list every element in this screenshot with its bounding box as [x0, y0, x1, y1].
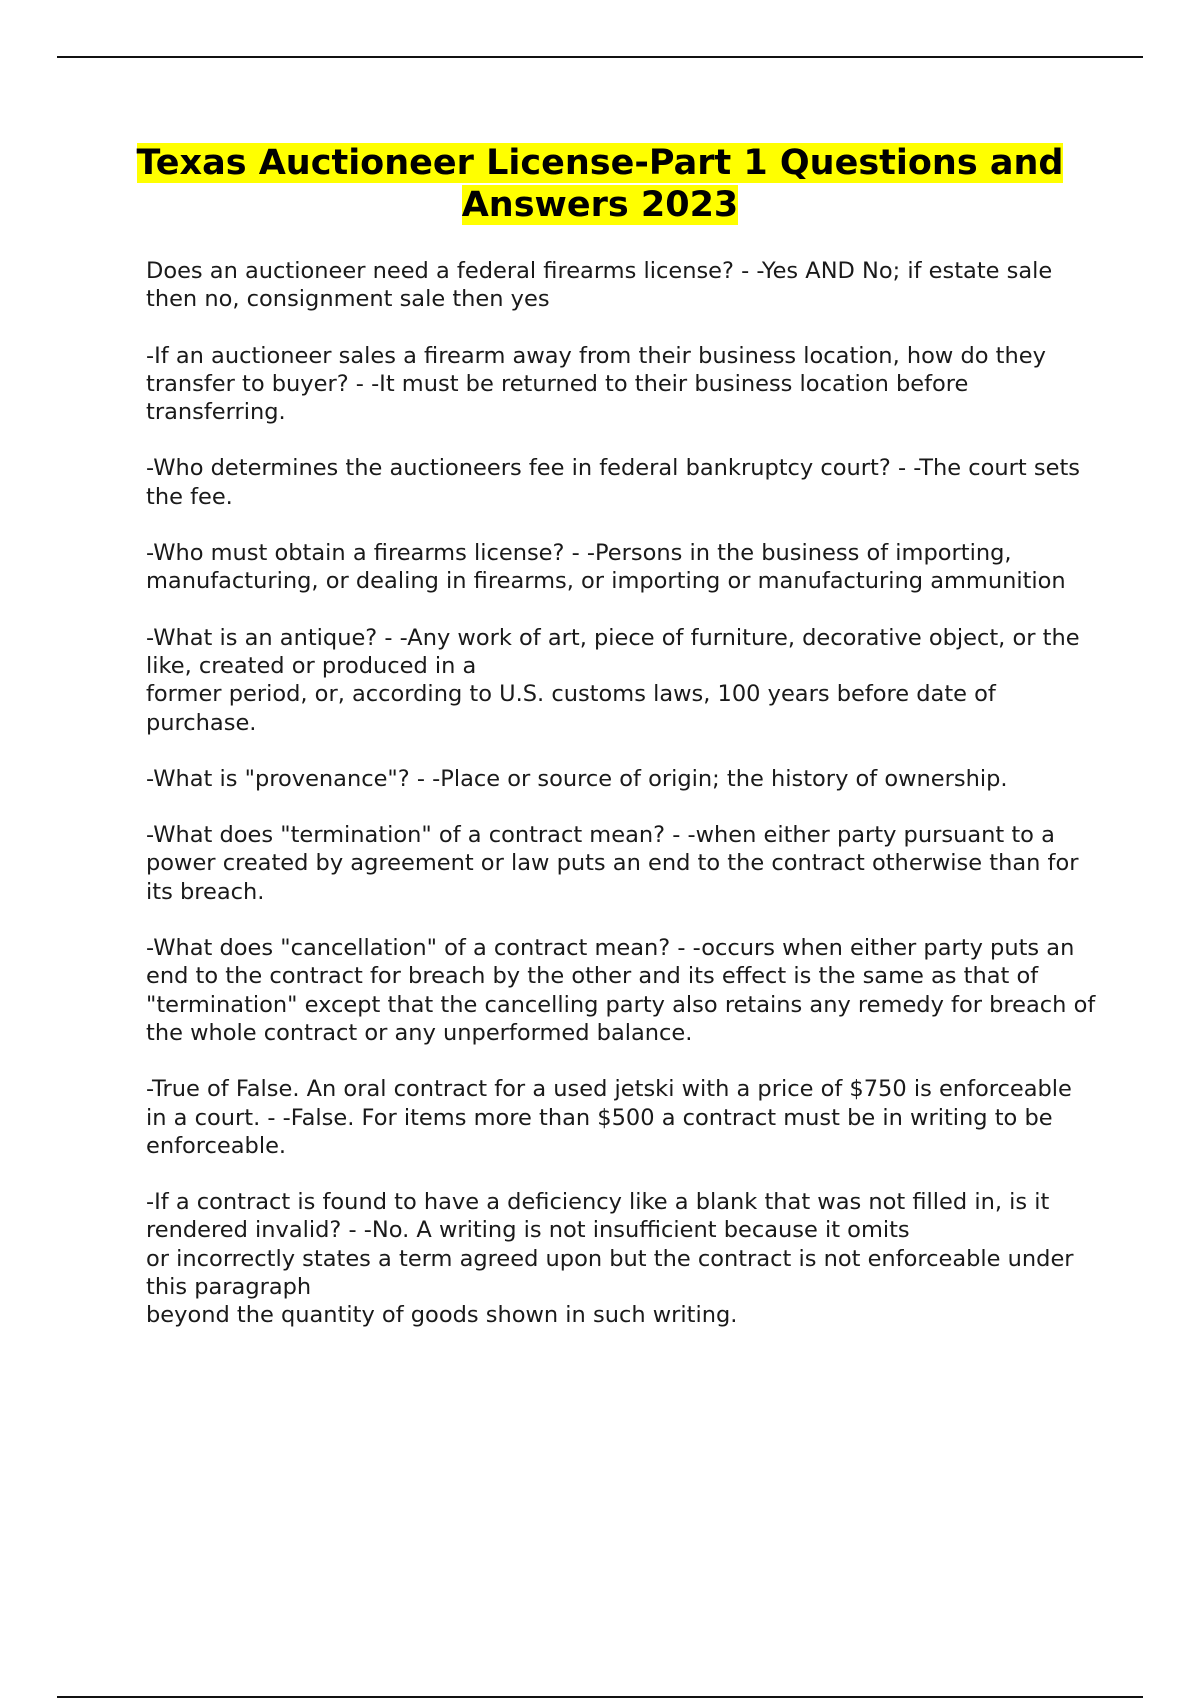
top-rule	[57, 56, 1143, 58]
qa-item-4: -Who must obtain a firearms license? - -Persons in the business of importing, manufacturing, or dealing in firearms, or importing or manufacturing ammunition	[146, 540, 1066, 595]
qa-item-3: -Who determines the auctioneers fee in federal bankruptcy court? - -The court sets the fee.	[146, 455, 1081, 510]
qa-item-10: -If a contract is found to have a deficiency like a blank that was not filled in, is it rendered invalid? - -No. A writing is not insufficient because it omits or incorrectly states a term agreed upon but the contract is not enforceable under this paragraph beyond the quantity of goods shown in such writing.	[146, 1189, 1074, 1329]
qa-item-6: -What is "provenance"? - -Place or source of origin; the history of ownership.	[146, 765, 1008, 792]
qa-item-9: -True of False. An oral contract for a used jetski with a price of $750 is enforceable in a court. - -False. For items more than $500 a contract must be in writing to be enforceable.	[146, 1076, 1072, 1159]
qa-item-7: -What does "termination" of a contract mean? - -when either party pursuant to a power created by agreement or law puts an end to the contract otherwise than for its breach.	[146, 822, 1079, 905]
qa-item-1: Does an auctioneer need a federal firearms license? - -Yes AND No; if estate sale then no, consignment sale then yes	[146, 258, 1053, 313]
bottom-rule	[57, 1696, 1143, 1698]
qa-item-2: -If an auctioneer sales a firearm away from their business location, how do they transfer to buyer? - -It must be returned to their business location before transferring.	[146, 342, 1046, 426]
qa-list	[146, 257, 1096, 1358]
title-block	[100, 142, 1100, 226]
qa-item-5: -What is an antique? - -Any work of art, piece of furniture, decorative object, or the like, created or produced in a former period, or, according to U.S. customs laws, 100 years before date of purchase.	[146, 624, 1080, 736]
qa-item-8: -What does "cancellation" of a contract mean? - -occurs when either party puts an end to the contract for breach by the other and its effect is the same as that of "termination" except that the cancelling party also retains any remedy for breach of the whole contract or any unperformed balance.	[146, 935, 1096, 1046]
document-title: Texas Auctioneer License-Part 1 Questions and Answers 2023	[136, 143, 1064, 225]
